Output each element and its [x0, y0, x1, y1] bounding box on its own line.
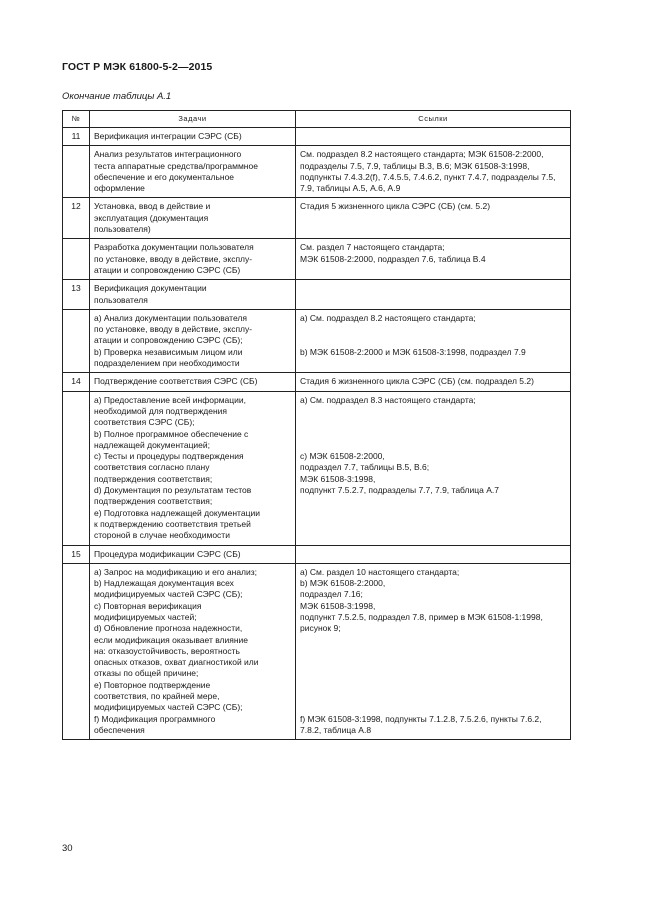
- task-line: e) Подготовка надлежащей документации: [94, 507, 260, 518]
- reference-cell: [296, 146, 571, 198]
- task-line: пользователя: [94, 294, 148, 305]
- task-line: соответствия СЭРС (СБ);: [94, 417, 195, 428]
- row-number: [63, 239, 90, 280]
- task-line: опасных отказов, охват диагностикой или: [94, 657, 259, 668]
- task-line: подтверждения соответствия;: [94, 496, 213, 507]
- task-line: атации и сопровождению СЭРС (СБ): [94, 264, 241, 275]
- task-line: Верификация документации: [94, 283, 207, 294]
- reference-line: См. раздел 7 настоящего стандарта;: [300, 242, 445, 253]
- task-line: пользователя): [94, 224, 151, 235]
- reference-line: [300, 691, 566, 702]
- reference-cell: [296, 391, 571, 545]
- reference-line: a) См. подраздел 8.3 настоящего стандарта;: [300, 394, 476, 405]
- reference-cell: [296, 545, 571, 563]
- task-line: обеспечение и его документальное: [94, 171, 235, 182]
- reference-line: [300, 668, 566, 679]
- reference-line: подпункт 7.5.2.5, подраздел 7.8, пример в МЭК 61508-1:1998,: [300, 611, 543, 622]
- task-line: c) Повторная верификация: [94, 600, 202, 611]
- reference-line: [300, 417, 566, 428]
- reference-line: Стадия 6 жизненного цикла СЭРС (СБ) (см. подраздел 5.2): [300, 376, 534, 387]
- row-number: [63, 563, 90, 739]
- task-line: подтверждения соответствия;: [94, 473, 213, 484]
- task-line: f) Модификация программного: [94, 713, 216, 724]
- reference-cell: [296, 239, 571, 280]
- header-tasks: Задачи: [90, 111, 296, 128]
- task-line: d) Документация по результатам тестов: [94, 485, 252, 496]
- task-line: обеспечения: [94, 724, 145, 735]
- task-line: Установка, ввод в действие и: [94, 201, 211, 212]
- reference-line: [300, 646, 566, 657]
- reference-line: b) МЭК 61508-2:2000,: [300, 578, 386, 589]
- header-refs: Ссылки: [296, 111, 571, 128]
- reference-line: b) МЭК 61508-2:2000 и МЭК 61508-3:1998, подраздел 7.9: [300, 346, 526, 357]
- task-line: к подтверждению соответствия третьей: [94, 518, 251, 529]
- task-line: модифицируемых частей СЭРС (СБ);: [94, 589, 243, 600]
- task-line: Процедура модификации СЭРС (СБ): [94, 548, 241, 559]
- task-line: b) Полное программное обеспечение с: [94, 428, 249, 439]
- task-cell: [90, 146, 296, 198]
- reference-cell: [296, 280, 571, 310]
- task-line: стороной в случае необходимости: [94, 530, 230, 541]
- reference-line: 7.9, таблицы А.5, А.6, А.9: [300, 183, 401, 194]
- task-cell: [90, 280, 296, 310]
- task-line: a) Предоставление всей информации,: [94, 394, 246, 405]
- reference-line: [300, 440, 566, 451]
- reference-cell: [296, 373, 571, 391]
- task-line: отказы по общей причине;: [94, 668, 199, 679]
- reference-line: f) МЭК 61508-3:1998, подпункты 7.1.2.8, 7.5.2.6, пункты 7.6.2,: [300, 713, 542, 724]
- table-caption: Окончание таблицы А.1: [62, 91, 172, 102]
- task-cell: [90, 198, 296, 239]
- table-row: [63, 373, 571, 391]
- row-number: 12: [63, 198, 90, 239]
- row-number: 13: [63, 280, 90, 310]
- table-row: [63, 545, 571, 563]
- task-line: a) Анализ документации пользователя: [94, 312, 247, 323]
- reference-line: подпункты 7.4.3.2(f), 7.4.5.5, 7.4.6.2, пункт 7.4.7, подразделы 7.5,: [300, 171, 556, 182]
- row-number: 11: [63, 128, 90, 146]
- task-cell: [90, 545, 296, 563]
- task-line: на: отказоустойчивость, вероятность: [94, 645, 240, 656]
- task-line: Анализ результатов интеграционного: [94, 149, 242, 160]
- reference-line: [300, 335, 566, 346]
- reference-line: [300, 702, 566, 713]
- task-line: соответствия, по крайней мере,: [94, 691, 220, 702]
- table-row: [63, 239, 571, 280]
- task-cell: [90, 309, 296, 372]
- row-number: [63, 391, 90, 545]
- task-cell: [90, 373, 296, 391]
- task-line: d) Обновление прогноза надежности,: [94, 623, 243, 634]
- header-num: №: [63, 111, 90, 128]
- table-row: [63, 146, 571, 198]
- reference-line: [300, 635, 566, 646]
- task-cell: [90, 128, 296, 146]
- task-line: теста аппаратные средства/программное: [94, 160, 258, 171]
- reference-line: [300, 406, 566, 417]
- reference-line: подраздел 7.16;: [300, 589, 363, 600]
- task-line: по установке, вводу в действие, эксплу-: [94, 253, 253, 264]
- reference-line: 7.8.2, таблица А.8: [300, 724, 372, 735]
- reference-line: МЭК 61508-3:1998,: [300, 473, 376, 484]
- task-line: оформление: [94, 183, 145, 194]
- reference-line: Стадия 5 жизненного цикла СЭРС (СБ) (см. 5.2): [300, 201, 491, 212]
- reference-cell: [296, 309, 571, 372]
- page-number: 30: [62, 843, 73, 854]
- task-line: подразделением при необходимости: [94, 358, 240, 369]
- task-line: если модификация оказывает влияние: [94, 634, 249, 645]
- task-line: a) Запрос на модификацию и его анализ;: [94, 566, 258, 577]
- row-number: [63, 146, 90, 198]
- row-number: 14: [63, 373, 90, 391]
- task-line: эксплуатация (документация: [94, 212, 209, 223]
- task-line: Верификация интеграции СЭРС (СБ): [94, 131, 242, 141]
- task-line: b) Проверка независимым лицом или: [94, 346, 243, 357]
- reference-line: [300, 429, 566, 440]
- reference-line: МЭК 61508-3:1998,: [300, 600, 376, 611]
- table-body: [63, 128, 571, 740]
- table-row: [63, 309, 571, 372]
- table-header-row: [63, 111, 571, 128]
- reference-line: См. подраздел 8.2 настоящего стандарта; МЭК 61508-2:2000,: [300, 149, 544, 160]
- reference-line: [300, 680, 566, 691]
- requirements-table: [62, 110, 571, 740]
- task-line: Подтверждение соответствия СЭРС (СБ): [94, 376, 258, 387]
- task-line: необходимой для подтверждения: [94, 405, 227, 416]
- table-row: [63, 280, 571, 310]
- task-cell: [90, 239, 296, 280]
- reference-line: рисунок 9;: [300, 623, 341, 634]
- task-line: e) Повторное подтверждение: [94, 679, 211, 690]
- task-line: модифицируемых частей;: [94, 611, 197, 622]
- reference-cell: [296, 128, 571, 146]
- table-row: [63, 563, 571, 739]
- task-line: надлежащей документацией;: [94, 439, 211, 450]
- reference-line: подразделы 7.5, 7.9, таблицы В.3, В.6; МЭК 61508-3:1998,: [300, 160, 530, 171]
- task-line: соответствия согласно плану: [94, 462, 210, 473]
- reference-line: [300, 657, 566, 668]
- task-line: модифицируемых частей СЭРС (СБ);: [94, 702, 243, 713]
- reference-line: c) МЭК 61508-2:2000,: [300, 451, 385, 462]
- table-row: [63, 198, 571, 239]
- task-line: c) Тесты и процедуры подтверждения: [94, 451, 244, 462]
- task-line: Разработка документации пользователя: [94, 242, 254, 253]
- document-header: ГОСТ Р МЭК 61800-5-2—2015: [62, 61, 213, 73]
- table-row: [63, 391, 571, 545]
- reference-line: МЭК 61508-2:2000, подраздел 7.6, таблица В.4: [300, 253, 486, 264]
- task-cell: [90, 563, 296, 739]
- reference-cell: [296, 198, 571, 239]
- reference-cell: [296, 563, 571, 739]
- task-cell: [90, 391, 296, 545]
- task-line: по установке, вводу в действие, эксплу-: [94, 324, 253, 335]
- row-number: [63, 309, 90, 372]
- task-line: b) Надлежащая документация всех: [94, 578, 234, 589]
- task-line: атации и сопровождению СЭРС (СБ);: [94, 335, 243, 346]
- reference-line: [300, 324, 566, 335]
- reference-line: a) См. раздел 10 настоящего стандарта;: [300, 566, 460, 577]
- row-number: 15: [63, 545, 90, 563]
- reference-line: a) См. подраздел 8.2 настоящего стандарта;: [300, 312, 476, 323]
- reference-line: подраздел 7.7, таблицы В.5, В.6;: [300, 462, 430, 473]
- reference-line: подпункт 7.5.2.7, подразделы 7.7, 7.9, таблица А.7: [300, 485, 499, 496]
- table-row: [63, 128, 571, 146]
